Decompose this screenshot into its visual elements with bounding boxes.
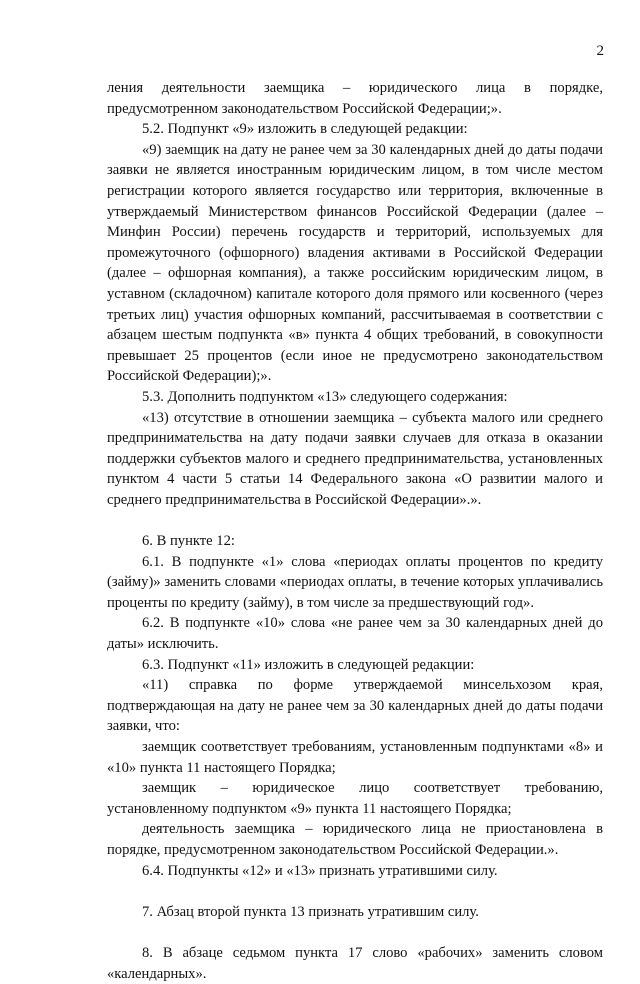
page-number: 2 <box>596 43 604 59</box>
paragraph-7: 7. Абзац второй пункта 13 признать утратившим силу. <box>142 903 479 920</box>
document-body <box>107 78 603 984</box>
paragraph-6-3-item-3: деятельность заемщика – юридического лица не приостановлена в порядке, предусмотренном законодательством Российской Федерации.». <box>107 821 603 858</box>
paragraph-5-2-text: «9) заемщик на дату не ранее чем за 30 календарных дней до даты подачи заявки не является иностранным юридическим лицом, в том числе местом регистрации которого является государство или территория, включенные в утверждаемый Министерством финансов Российской Федерации (далее – Минфин России) перечень государств и территорий, используемых для промежуточного (офшорного) владения активами в Российской Федерации (далее – офшорная компания), а также российским юридическим лицом, в уставном (складочном) капитале которого доля прямого или косвенного (через третьих лиц) участия офшорных компаний, рассчитываемая в соответствии с абзацем шестым подпункта «в» пункта 4 общих требований, в совокупности превышает 25 процентов (если иное не предусмотрено законодательством Российской Федерации);». <box>107 141 603 385</box>
paragraph-6-heading: 6. В пункте 12: <box>142 533 235 550</box>
paragraph-6-1: 6.1. В подпункте «1» слова «периодах оплаты процентов по кредиту (займу)» заменить словами «периодах оплаты, в течение которых уплачивались проценты по кредиту (займу), в том числе за предшествующий год». <box>107 553 603 611</box>
paragraph-6-3-heading: 6.3. Подпункт «11» изложить в следующей редакции: <box>142 656 475 673</box>
paragraph-continuation: ления деятельности заемщика – юридического лица в порядке, предусмотренном законодательством Российской Федерации;». <box>107 80 603 117</box>
paragraph-5-3-heading: 5.3. Дополнить подпунктом «13» следующего содержания: <box>142 388 508 405</box>
paragraph-6-2: 6.2. В подпункте «10» слова «не ранее чем за 30 календарных дней до даты» исключить. <box>107 615 603 653</box>
paragraph-6-3-item-1: заемщик соответствует требованиям, установленным подпунктами «8» и «10» пункта 11 настоящего Порядка; <box>107 739 603 776</box>
paragraph-5-3-text: «13) отсутствие в отношении заемщика – субъекта малого или среднего предпринимательства на дату подачи заявки случаев для отказа в оказании поддержки субъектов малого и среднего предпринимательства, установленных пунктом 4 части 5 статьи 14 Федерального закона «О развитии малого и среднего предпринимательства в Российской Федерации».». <box>107 409 603 508</box>
paragraph-6-4: 6.4. Подпункты «12» и «13» признать утратившими силу. <box>142 862 498 879</box>
paragraph-6-3-text: «11) справка по форме утверждаемой минсельхозом края, подтверждающая на дату не ранее чем за 30 календарных дней до даты подачи заявки, что: <box>107 677 603 735</box>
paragraph-6-3-item-2: заемщик – юридическое лицо соответствует требованию, установленному подпунктом «9» пункта 11 настоящего Порядка; <box>107 780 603 817</box>
paragraph-8: 8. В абзаце седьмом пункта 17 слово «рабочих» заменить словом «календарных». <box>107 944 603 982</box>
paragraph-5-2-heading: 5.2. Подпункт «9» изложить в следующей редакции: <box>142 121 468 138</box>
